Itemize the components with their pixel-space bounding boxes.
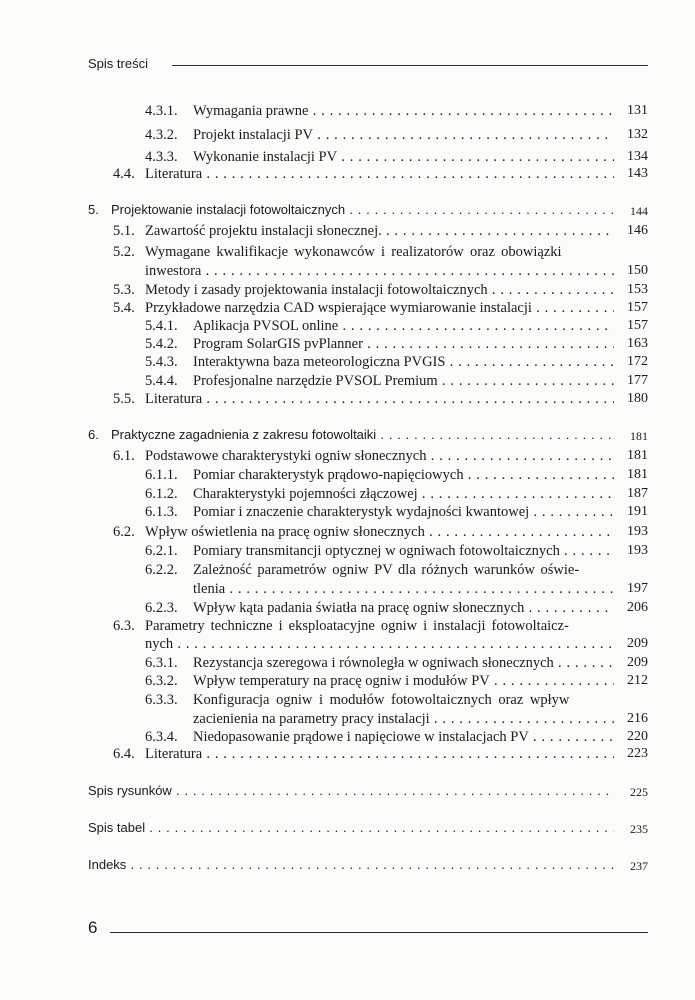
toc-entry-title: Interaktywna baza meteorologiczna PVGIS . . .	[193, 354, 614, 371]
toc-entry-number: 5.5.	[113, 391, 135, 407]
toc-entry-page: 163	[627, 336, 648, 351]
toc-entry	[145, 373, 648, 393]
toc-entry-page: 172	[627, 354, 648, 369]
toc-entry-number: 6.3.2.	[145, 673, 178, 689]
toc-entry-page: 177	[627, 373, 648, 388]
toc-entry-number: 6.	[88, 427, 99, 442]
toc-entry-number: 4.3.2.	[145, 127, 178, 143]
toc-entry-page: 225	[630, 785, 648, 799]
toc-entry-title-continued: tlenia . . .	[193, 581, 614, 598]
toc-entry	[145, 486, 648, 506]
toc-entry-page: 216	[627, 711, 648, 726]
toc-entry-number: 6.3.	[113, 618, 135, 634]
toc-chapter-entry	[88, 202, 648, 222]
page-footer	[88, 918, 648, 940]
toc-entry-page: 223	[627, 746, 648, 761]
toc-entry	[145, 336, 648, 356]
toc-entry-number: 6.1.1.	[145, 467, 178, 483]
toc-entry-number: 6.1.	[113, 448, 135, 464]
page-number: 6	[88, 918, 98, 937]
toc-entry-title: Literatura . . .	[145, 166, 614, 183]
toc-entry-number: 6.3.1.	[145, 655, 178, 671]
running-header-title: Spis treści	[88, 56, 148, 71]
toc-entry-title: Wymagane kwalifikacje wykonawców i realizatorów oraz obowiązki	[145, 244, 562, 260]
toc-entry	[145, 103, 648, 123]
toc-entry-number: 5.4.4.	[145, 373, 178, 389]
toc-entry-title: Literatura . . .	[145, 391, 614, 408]
toc-entry	[113, 282, 648, 302]
toc-entry-title: Indeks . . .	[88, 857, 614, 872]
toc-entry-number: 4.3.3.	[145, 149, 178, 165]
toc-entry	[145, 127, 648, 147]
toc-entry-title: Zależność parametrów ogniw PV dla różnych warunków oświe-	[193, 562, 580, 578]
toc-entry-page: 180	[627, 391, 648, 406]
toc-entry-page: 181	[627, 448, 648, 463]
toc-entry-title: Spis tabel . . .	[88, 820, 614, 835]
toc-entry	[113, 223, 648, 243]
toc-entry	[113, 300, 648, 320]
toc-entry-title: Pomiar charakterystyk prądowo-napięciowych . . .	[193, 467, 614, 484]
toc-entry-continuation	[145, 636, 648, 656]
toc-entry	[145, 655, 648, 675]
toc-entry	[145, 504, 648, 524]
toc-entry	[113, 166, 648, 186]
toc-entry-title: Wymagania prawne . . .	[193, 103, 614, 120]
toc-entry-number: 5.4.1.	[145, 318, 178, 334]
toc-entry	[113, 524, 648, 544]
toc-backmatter-entry	[88, 857, 648, 877]
toc-entry	[145, 543, 648, 563]
toc-entry-title: Parametry techniczne i eksploatacyjne ogniw i instalacji fotowoltaicz-	[145, 618, 569, 634]
toc-entry-title-continued: zacienienia na parametry pracy instalacji . . .	[193, 711, 614, 728]
toc-entry-number: 5.1.	[113, 223, 135, 239]
toc-entry-page: 197	[627, 581, 648, 596]
toc-entry-title: Program SolarGIS pvPlanner . . .	[193, 336, 614, 353]
toc-entry-number: 4.3.1.	[145, 103, 178, 119]
toc-entry-number: 5.2.	[113, 244, 135, 260]
toc-entry-number: 5.4.3.	[145, 354, 178, 370]
toc-entry-number: 6.2.1.	[145, 543, 178, 559]
toc-entry-number: 5.3.	[113, 282, 135, 298]
toc-entry-title: Pomiary transmitancji optycznej w ogniwach fotowoltaicznych . . .	[193, 543, 614, 560]
toc-entry-title: Wpływ temperatury na pracę ogniw i modułów PV . . .	[193, 673, 614, 690]
toc-entry-page: 150	[627, 263, 648, 278]
toc-entry-page: 181	[630, 429, 648, 443]
toc-entry-page: 143	[627, 166, 648, 181]
toc-entry-number: 6.2.2.	[145, 562, 178, 578]
toc-backmatter-entry	[88, 820, 648, 840]
toc-entry-page: 157	[627, 318, 648, 333]
toc-entry-page: 209	[627, 636, 648, 651]
toc-entry-title: Spis rysunków . . .	[88, 783, 614, 798]
toc-entry-title: Praktyczne zagadnienia z zakresu fotowoltaiki . . .	[111, 427, 614, 442]
toc-entry	[145, 318, 648, 338]
toc-entry-page: 193	[627, 543, 648, 558]
toc-entry	[145, 673, 648, 693]
toc-entry-continuation	[145, 263, 648, 283]
toc-entry-title: Aplikacja PVSOL online . . .	[193, 318, 614, 335]
toc-entry-page: 220	[627, 729, 648, 744]
toc-entry-title: Projektowanie instalacji fotowoltaicznych . . .	[111, 202, 614, 217]
toc-entry-page: 131	[627, 103, 648, 118]
toc-entry	[145, 467, 648, 487]
toc-entry-page: 209	[627, 655, 648, 670]
toc-entry-page: 237	[630, 859, 648, 873]
toc-entry-page: 157	[627, 300, 648, 315]
toc-entry-title-continued: inwestora . . .	[145, 263, 614, 280]
toc-entry-title-continued: nych . . .	[145, 636, 614, 653]
toc-entry-continuation	[193, 581, 648, 601]
toc-entry-number: 5.	[88, 202, 99, 217]
toc-entry-title: Pomiar i znaczenie charakterystyk wydajności kwantowej . . .	[193, 504, 614, 521]
toc-entry-number: 6.3.3.	[145, 692, 178, 708]
toc-entry-title: Charakterystyki pojemności złączowej . . .	[193, 486, 614, 503]
toc-entry-title: Przykładowe narzędzia CAD wspierające wymiarowanie instalacji . . .	[145, 300, 614, 317]
toc-entry-title: Wykonanie instalacji PV . . .	[193, 149, 614, 166]
toc-entry-page: 187	[627, 486, 648, 501]
toc-entry-page: 146	[627, 223, 648, 238]
toc-entry-page: 144	[630, 204, 648, 218]
toc-entry-title: Rezystancja szeregowa i równoległa w ogniwach słonecznych . . .	[193, 655, 614, 672]
toc-backmatter-entry	[88, 783, 648, 803]
toc-entry-number: 6.2.3.	[145, 600, 178, 616]
toc-entry-title: Wpływ kąta padania światła na pracę ogniw słonecznych . . .	[193, 600, 614, 617]
footer-rule	[110, 932, 648, 933]
toc-entry-title: Podstawowe charakterystyki ogniw słonecznych . . .	[145, 448, 614, 465]
toc-entry-page: 191	[627, 504, 648, 519]
toc-entry-number: 4.4.	[113, 166, 135, 182]
toc-entry-title: Konfiguracja ogniw i modułów fotowoltaicznych oraz wpływ	[193, 692, 570, 708]
toc-entry	[113, 244, 648, 264]
toc-entry-page: 153	[627, 282, 648, 297]
toc-entry-continuation	[193, 711, 648, 731]
toc-entry	[113, 391, 648, 411]
toc-entry-page: 206	[627, 600, 648, 615]
toc-entry-page: 134	[627, 149, 648, 164]
toc-entry-number: 6.1.3.	[145, 504, 178, 520]
toc-entry-title: Niedopasowanie prądowe i napięciowe w instalacjach PV . . .	[193, 729, 614, 746]
toc-entry-number: 5.4.2.	[145, 336, 178, 352]
toc-chapter-entry	[88, 427, 648, 447]
toc-entry-page: 193	[627, 524, 648, 539]
toc-entry	[145, 600, 648, 620]
toc-entry-number: 6.2.	[113, 524, 135, 540]
toc-entry	[113, 746, 648, 766]
toc-entry	[145, 354, 648, 374]
toc-entry	[113, 448, 648, 468]
toc-entry-page: 132	[627, 127, 648, 142]
toc-entry-number: 5.4.	[113, 300, 135, 316]
toc-entry-page: 212	[627, 673, 648, 688]
toc-entry-number: 6.1.2.	[145, 486, 178, 502]
toc-entry-title: Zawartość projektu instalacji słonecznej. . . .	[145, 223, 614, 240]
toc-entry-title: Literatura . . .	[145, 746, 614, 763]
toc-entry-title: Metody i zasady projektowania instalacji fotowoltaicznych . . .	[145, 282, 614, 299]
toc-entry-title: Wpływ oświetlenia na pracę ogniw słonecznych . . .	[145, 524, 614, 541]
toc-entry-number: 6.3.4.	[145, 729, 178, 745]
toc-entry-title: Projekt instalacji PV . . .	[193, 127, 614, 144]
toc-entry-page: 181	[627, 467, 648, 482]
toc-entry-number: 6.4.	[113, 746, 135, 762]
toc-entry-title: Profesjonalne narzędzie PVSOL Premium . . .	[193, 373, 614, 390]
toc-entry-page: 235	[630, 822, 648, 836]
